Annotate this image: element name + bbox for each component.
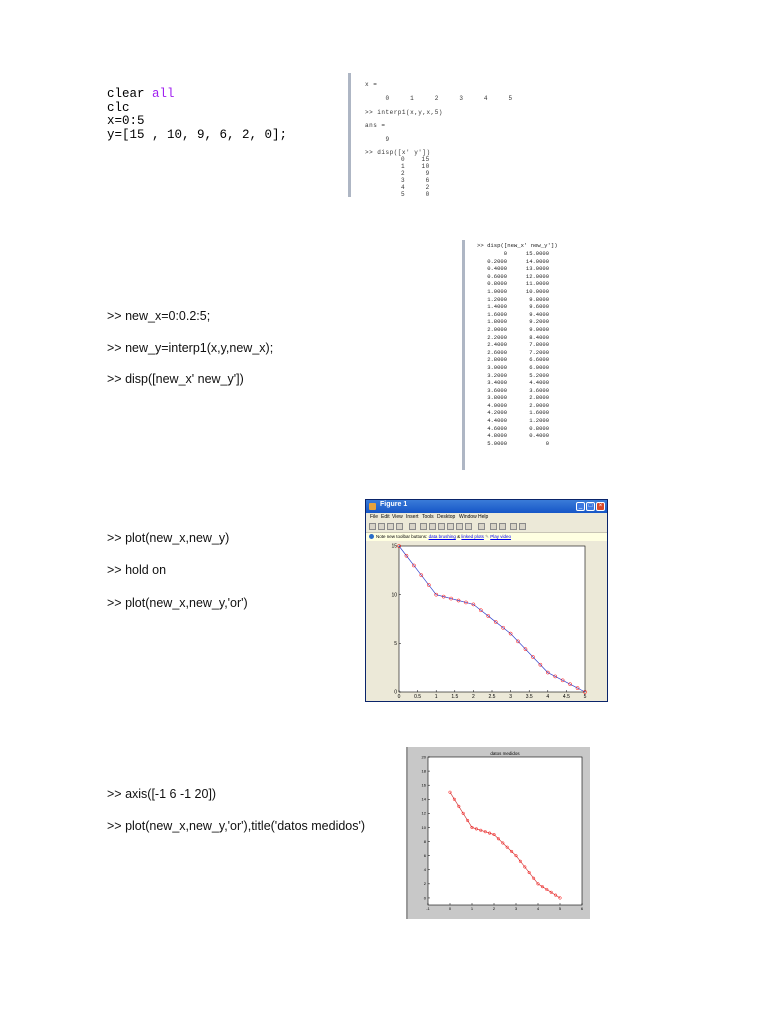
- cell-new-x: 3.2000: [487, 371, 507, 379]
- cell-new-y: 9.8000: [529, 295, 549, 303]
- figure-window: [365, 499, 608, 702]
- maximize-icon[interactable]: □: [586, 502, 595, 511]
- menu-insert[interactable]: Insert: [406, 514, 419, 520]
- table-row: [473, 417, 549, 425]
- cell-new-y: 10.0000: [525, 287, 549, 295]
- cell-new-x: 2.4000: [487, 341, 507, 349]
- cell-new-y: 12.0000: [525, 272, 549, 280]
- y-tick-label: 15: [391, 543, 397, 550]
- table-row: [473, 356, 549, 364]
- cell-new-x: 1.2000: [487, 295, 507, 303]
- cell-new-y: 9.0000: [529, 325, 549, 333]
- cell-new-x: 3.6000: [487, 386, 507, 394]
- console-screenshot-1: [348, 73, 599, 197]
- linked-plots-link[interactable]: linked plots: [461, 534, 484, 539]
- cell-new-x: 2.8000: [487, 356, 507, 364]
- y-tick-label: 8: [423, 838, 426, 844]
- menu-help[interactable]: Help: [478, 514, 489, 520]
- x-tick-label: 0.5: [414, 694, 422, 700]
- x-tick-label: 5: [558, 906, 562, 911]
- plot-area: [428, 757, 582, 905]
- console-line: >> disp([x' y']): [365, 149, 431, 156]
- y-tick-label: 10: [391, 592, 397, 599]
- table-row: [473, 334, 549, 342]
- cell-new-y: 6.0000: [529, 363, 549, 371]
- cell-new-y: 9.2000: [529, 318, 549, 326]
- x-tick-label: 3: [514, 906, 518, 911]
- zoom-out-icon[interactable]: [429, 523, 436, 530]
- cell-new-x: 3.0000: [487, 363, 507, 371]
- x-tick-label: 2: [472, 694, 475, 700]
- cell-new-y: 9.6000: [529, 303, 549, 311]
- x-tick-label: 1.5: [451, 694, 459, 700]
- cell-new-y: 0.8000: [529, 424, 549, 432]
- cell-new-y: 0.4000: [529, 432, 549, 440]
- console-line: ans =: [365, 122, 386, 129]
- command-line: >> plot(new_x,new_y,'or'),title('datos medidos'): [107, 819, 366, 833]
- zoom-in-icon[interactable]: [420, 523, 427, 530]
- table-row: [473, 372, 549, 380]
- cell-new-y: 13.0000: [525, 265, 549, 273]
- table-row: [473, 394, 549, 402]
- table-row: [473, 425, 549, 433]
- command-line: >> plot(new_x,new_y): [107, 531, 230, 545]
- cell-new-x: 2.0000: [487, 325, 507, 333]
- cell-new-y: 9.4000: [529, 310, 549, 318]
- table-row: [473, 432, 549, 440]
- cell-new-x: 1.4000: [487, 303, 507, 311]
- x-tick-label: 3.5: [525, 694, 533, 700]
- cell-new-x: 3.8000: [487, 394, 507, 402]
- console-row: 0 15: [401, 156, 430, 163]
- x-tick-label: 0: [448, 906, 452, 911]
- info-text: Note new toolbar buttons:: [376, 534, 428, 539]
- show-tools-icon[interactable]: [519, 523, 526, 530]
- info-ampersand: &: [457, 534, 461, 539]
- menu-file[interactable]: File: [370, 514, 379, 520]
- x-tick-label: 2.5: [488, 694, 496, 700]
- menu-tools[interactable]: Tools: [422, 514, 434, 520]
- pointer-icon[interactable]: [409, 523, 416, 530]
- print-icon[interactable]: [396, 523, 403, 530]
- minimize-icon[interactable]: _: [576, 502, 585, 511]
- cell-new-x: 0: [503, 250, 507, 257]
- table-row: [473, 387, 549, 395]
- cell-new-y: 8.4000: [529, 333, 549, 341]
- cell-new-x: 0.4000: [487, 265, 507, 273]
- table-row: [473, 311, 549, 319]
- cell-new-x: 4.4000: [487, 417, 507, 425]
- console-screenshot-2: [462, 240, 573, 470]
- x-tick-label: 3: [509, 694, 512, 700]
- table-row: [473, 409, 549, 417]
- y-tick-label: 10: [421, 824, 426, 830]
- x-tick-label: -1: [426, 906, 430, 911]
- y-tick-label: 14: [421, 796, 426, 802]
- cell-new-y: 4.4000: [529, 379, 549, 387]
- rotate-icon[interactable]: [447, 523, 454, 530]
- cell-new-y: 0: [545, 439, 549, 447]
- y-tick-label: 2: [423, 881, 426, 887]
- menu-desktop[interactable]: Desktop: [437, 514, 456, 520]
- cell-new-x: 0.2000: [487, 257, 507, 265]
- console-row: 3 6: [401, 177, 430, 184]
- cell-new-y: 7.8000: [529, 341, 549, 349]
- cell-new-x: 2.6000: [487, 348, 507, 356]
- menu-window[interactable]: Window: [459, 514, 477, 520]
- open-icon[interactable]: [378, 523, 385, 530]
- cell-new-y: 2.0000: [529, 401, 549, 409]
- y-tick-label: 0: [394, 689, 397, 696]
- x-tick-label: 1: [470, 906, 474, 911]
- chart-title: datos medidos: [490, 751, 520, 756]
- console-row: 5 0: [401, 191, 430, 197]
- x-tick-label: 2: [492, 906, 496, 911]
- table-row: [473, 341, 549, 349]
- code-line-4: y=[15 , 10, 9, 6, 2, 0];: [107, 127, 288, 142]
- hide-tools-icon[interactable]: [510, 523, 517, 530]
- table-row: [473, 273, 549, 281]
- menu-edit[interactable]: Edit: [381, 514, 390, 520]
- cell-new-y: 11.0000: [525, 280, 549, 288]
- brush-icon[interactable]: [465, 523, 472, 530]
- figure-toolbar: [366, 521, 607, 533]
- menu-view[interactable]: View: [392, 514, 403, 520]
- table-row: [473, 250, 549, 258]
- cell-new-y: 1.6000: [529, 409, 549, 417]
- matlab-icon: [369, 503, 376, 510]
- table-row: [473, 296, 549, 304]
- x-tick-label: 6: [580, 906, 584, 911]
- x-tick-label: 1: [434, 694, 438, 700]
- brush-small-icon: ✎: [485, 534, 489, 539]
- table-row: [473, 288, 549, 296]
- code-line-2: clc: [107, 100, 130, 115]
- cell-new-x: 1.6000: [487, 310, 507, 318]
- y-tick-label: 4: [423, 867, 426, 873]
- figure-title: Figure 1: [380, 501, 408, 508]
- table-row: [473, 326, 549, 334]
- y-tick-label: 5: [394, 641, 397, 647]
- table-row: [473, 280, 549, 288]
- code-line-1-argument: all: [152, 87, 175, 101]
- table-row: [473, 303, 549, 311]
- data-cursor-icon[interactable]: [456, 523, 463, 530]
- link-icon[interactable]: [478, 523, 485, 530]
- table-row: [473, 379, 549, 387]
- console-line: >> interp1(x,y,x,5): [365, 109, 443, 116]
- table-row: [473, 402, 549, 410]
- figure-2: [406, 747, 590, 919]
- cell-new-y: 2.8000: [529, 394, 549, 402]
- cell-new-x: 0.8000: [487, 280, 507, 288]
- cell-new-x: 4.6000: [487, 424, 507, 432]
- cell-new-y: 3.6000: [529, 386, 549, 394]
- figure-1-plot: [366, 542, 607, 701]
- table-row: [473, 349, 549, 357]
- y-tick-label: 0: [423, 895, 426, 901]
- play-video-link[interactable]: Play video: [490, 534, 511, 539]
- cell-new-y: 14.0000: [525, 257, 549, 265]
- info-icon: [369, 534, 374, 539]
- command-line: >> new_y=interp1(x,y,new_x);: [107, 341, 274, 355]
- table-row: [473, 364, 549, 372]
- command-line: >> hold on: [107, 563, 167, 577]
- cell-new-x: 2.2000: [487, 333, 507, 341]
- console-line: x =: [365, 81, 378, 88]
- y-tick-label: 16: [421, 782, 426, 788]
- x-tick-label: 4: [546, 694, 550, 700]
- figure-2-plot: [408, 747, 590, 919]
- console-row: 4 2: [401, 184, 430, 191]
- code-line-1-keyword: clear: [107, 87, 145, 101]
- figure-titlebar[interactable]: [366, 500, 607, 513]
- matlab-code-block: [107, 88, 287, 142]
- y-tick-label: 12: [421, 810, 426, 816]
- interpolation-table: [473, 250, 549, 447]
- cell-new-y: 6.6000: [529, 356, 549, 364]
- cell-new-y: 1.2000: [529, 417, 549, 425]
- legend-icon[interactable]: [499, 523, 506, 530]
- cell-new-y: 7.2000: [529, 348, 549, 356]
- save-icon[interactable]: [387, 523, 394, 530]
- cell-new-x: 3.4000: [487, 379, 507, 387]
- code-line-3: x=0:5: [107, 114, 145, 128]
- y-tick-label: 6: [423, 853, 426, 858]
- pan-icon[interactable]: [438, 523, 445, 530]
- command-line: >> new_x=0:0.2:5;: [107, 309, 211, 323]
- y-tick-label: 20: [421, 754, 426, 760]
- console-row: 2 9: [401, 170, 430, 177]
- cell-new-x: 5.0000: [487, 439, 507, 447]
- cell-new-y: 15.0000: [525, 250, 549, 257]
- x-tick-label: 5: [583, 694, 587, 700]
- cell-new-y: 5.2000: [529, 371, 549, 379]
- command-line: >> plot(new_x,new_y,'or'): [107, 596, 248, 610]
- cell-new-x: 1.8000: [487, 318, 507, 326]
- cell-new-x: 4.8000: [487, 432, 507, 440]
- command-line: >> disp([new_x' new_y']): [107, 372, 244, 386]
- table-row: [473, 265, 549, 273]
- figure-infobar: [366, 533, 607, 541]
- command-line: >> axis([-1 6 -1 20]): [107, 787, 217, 801]
- new-figure-icon[interactable]: [369, 523, 376, 530]
- figure-menubar: [366, 513, 607, 521]
- cell-new-x: 1.0000: [487, 287, 507, 295]
- cell-new-x: 0.6000: [487, 272, 507, 280]
- console-line: 9: [365, 136, 390, 143]
- close-icon[interactable]: ×: [596, 502, 605, 511]
- table-row: [473, 440, 549, 448]
- console-row: 1 10: [401, 163, 430, 170]
- table-row: [473, 258, 549, 266]
- console-header: >> disp([new_x' new_y']): [477, 242, 558, 249]
- data-brushing-link[interactable]: data brushing: [428, 534, 456, 539]
- colorbar-icon[interactable]: [490, 523, 497, 530]
- table-row: [473, 318, 549, 326]
- cell-new-x: 4.0000: [487, 401, 507, 409]
- y-tick-label: 18: [421, 768, 426, 774]
- x-tick-label: 0: [397, 694, 401, 700]
- console-line: 0 1 2 3 4 5: [365, 95, 513, 102]
- x-tick-label: 4.5: [562, 694, 570, 700]
- cell-new-x: 4.2000: [487, 409, 507, 417]
- x-tick-label: 4: [536, 906, 540, 911]
